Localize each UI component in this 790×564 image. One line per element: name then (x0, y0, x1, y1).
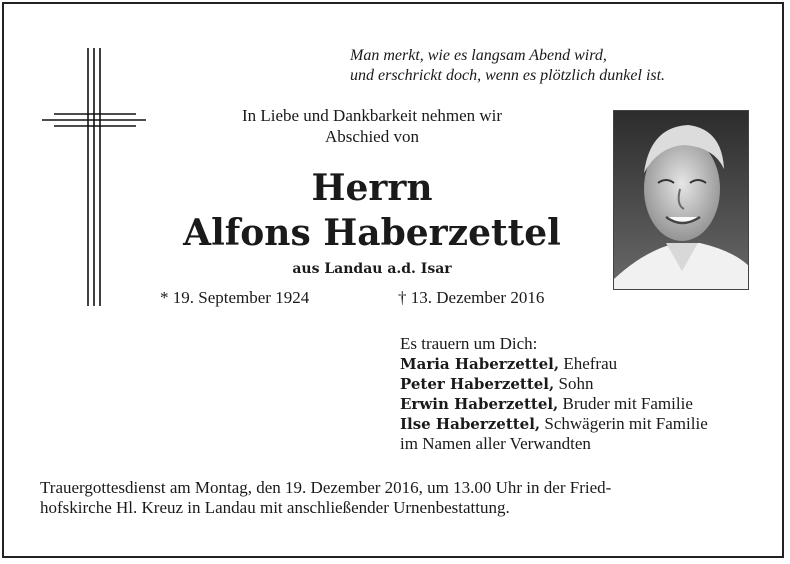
portrait-image (614, 111, 749, 290)
quote-line-2: und erschrickt doch, wenn es plötzlich dunkel ist. (350, 67, 666, 84)
portrait-photo (613, 110, 749, 290)
mourner-relation: Ehefrau (563, 354, 618, 373)
salutation: Herrn (311, 167, 433, 209)
funeral-service-text (40, 478, 755, 518)
mourner-name: Ilse Haberzettel, (400, 415, 541, 433)
mourners-closing: im Namen aller Verwandten (400, 434, 591, 453)
service-line-2: hofskirche Hl. Kreuz in Landau mit anschließender Urnenbestattung. (40, 498, 510, 517)
deceased-name: Alfons Haberzettel (183, 212, 561, 254)
mourner-entry (400, 354, 770, 374)
cross-icon (40, 48, 148, 306)
mourners-list (400, 334, 770, 454)
mourner-entry (400, 414, 770, 434)
mourner-relation: Schwägerin mit Familie (544, 414, 708, 433)
mourner-name: Erwin Haberzettel, (400, 395, 559, 413)
intro-line-2: Abschied von (325, 127, 419, 146)
mourner-entry (400, 374, 770, 394)
deceased-origin: aus Landau a.d. Isar (292, 261, 452, 277)
mourner-name: Maria Haberzettel, (400, 355, 560, 373)
mourner-name: Peter Haberzettel, (400, 375, 555, 393)
mourner-relation: Bruder mit Familie (562, 394, 693, 413)
mourners-heading: Es trauern um Dich: (400, 334, 538, 353)
intro-text (180, 105, 564, 147)
death-date: † 13. Dezember 2016 (398, 288, 545, 307)
intro-line-1: In Liebe und Dankbarkeit nehmen wir (241, 106, 503, 125)
service-line-1: Trauergottesdienst am Montag, den 19. Dezember 2016, um 13.00 Uhr in der Fried- (40, 478, 612, 497)
birth-date: * 19. September 1924 (160, 288, 310, 307)
mourner-entry (400, 394, 770, 414)
mourner-relation: Sohn (558, 374, 594, 393)
quote-line-1: Man merkt, wie es langsam Abend wird, (350, 47, 607, 64)
poem-quote (350, 46, 770, 86)
